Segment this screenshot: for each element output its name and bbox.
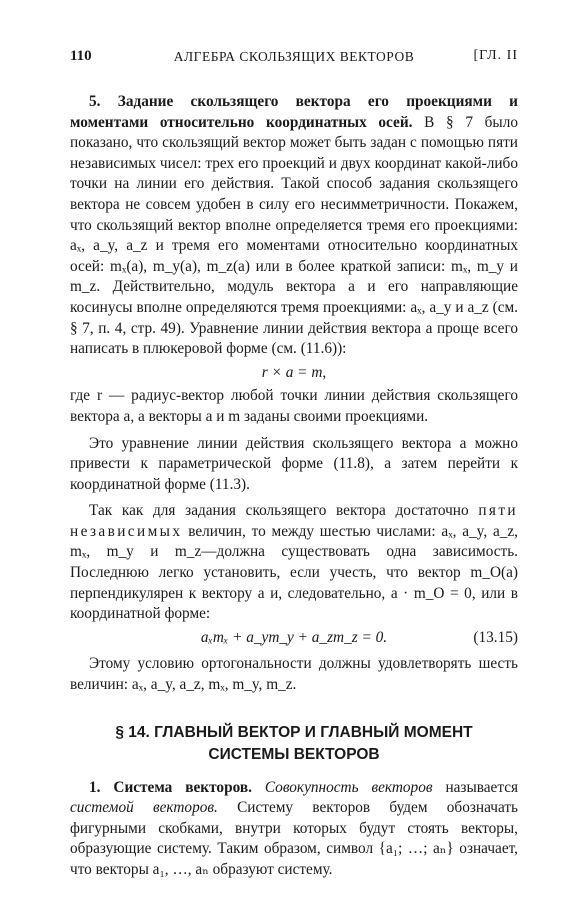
paragraph-system-of-vectors [70, 778, 518, 881]
page-body [70, 92, 518, 881]
formula-orthogonality-row [70, 628, 518, 649]
p4-part-a: Так как для задания скользящего вектора достаточно [89, 502, 469, 520]
section14-heading-line2: СИСТЕМЫ ВЕКТОРОВ [208, 745, 380, 763]
p4-spaced-emphasis: пяти независимых [70, 502, 519, 540]
formula-plucker: r × a = m, [261, 363, 327, 381]
page-header [70, 48, 518, 70]
item1-italic-definition: системой векторов. [70, 799, 218, 817]
paragraph-section5-intro [70, 92, 518, 360]
section5-p1: В § 7 было показано, что скользящий вектор может быть задан с помощью пяти независимых чисел: трех его проекций и двух координат какой-либо точки на линии его действия. Такой способ задания скользящего вектора не совсем удобен в силу его несимметричности. Покажем, что скользящий вектор вполне определяется тремя его проекциями: aₓ, a_y, a_z и тремя его моментами относительно координатных осей: mₓ(a), m_y(a), m_z(a) или в более краткой записи: mₓ, m_y и m_z. Действительно, модуль вектора a и его направляющие косинусы вполне определяются тремя проекциями: aₓ, a_y и a_z (см. § 7, п. 4, стр. 49). Уравнение линии действия вектора a проще всего написать в плюкеровой форме (см. (11.6)): [70, 113, 518, 358]
p4-part-b: величин, то между шестью числами: aₓ, a_y, a_z, mₓ, m_y и m_z—должна существовать одна зависимость. Последнюю легко установить, если учесть, что вектор m_O(a) перпендикулярен к вектору a и, следовательно, a · m_O = 0, или в координатной форме: [70, 522, 518, 623]
chapter-label: [ГЛ. II [473, 48, 518, 63]
paragraph-parametric: Это уравнение линии действия скользящего вектора a можно привести к параметрической форме (11.8), а затем перейти к координатной форме (11.3). [70, 434, 518, 493]
section14-heading-line1: § 14. ГЛАВНЫЙ ВЕКТОР И ГЛАВНЫЙ МОМЕНТ [115, 723, 473, 741]
item1-text-a: называется [445, 778, 519, 796]
formula-orthogonality: aₓmₓ + a_ym_y + a_zm_z = 0. [200, 628, 388, 646]
equation-number: (13.15) [473, 628, 518, 646]
section14-heading [70, 722, 518, 766]
section5-title: 5. Задание скользящего вектора его проекциями и моментами относительно координатных осей. [70, 93, 518, 131]
running-title: АЛГЕБРА СКОЛЬЗЯЩИХ ВЕКТОРОВ [173, 49, 415, 64]
item1-title: 1. Система векторов. [89, 778, 252, 796]
page-number: 110 [70, 48, 92, 64]
item1-text-b: Систему векторов будем обозначать фигурными скобками, внутри которых будут стоять векторы, образующие систему. Таким образом, символ {a₁; …; aₙ} означает, что векторы a₁, …, aₙ образуют систему. [70, 799, 518, 878]
paragraph-dependency [70, 501, 518, 625]
paragraph-orthogonality: Этому условию ортогональности должны удовлетворять шесть величин: aₓ, a_y, a_z, mₓ, m_y, m_z. [70, 655, 518, 694]
paragraph-radius-vector: где r — радиус-вектор любой точки линии действия скользящего вектора a, а векторы a и m заданы своими проекциями. [70, 387, 518, 425]
item1-italic-term: Совокупность векторов [264, 778, 433, 796]
